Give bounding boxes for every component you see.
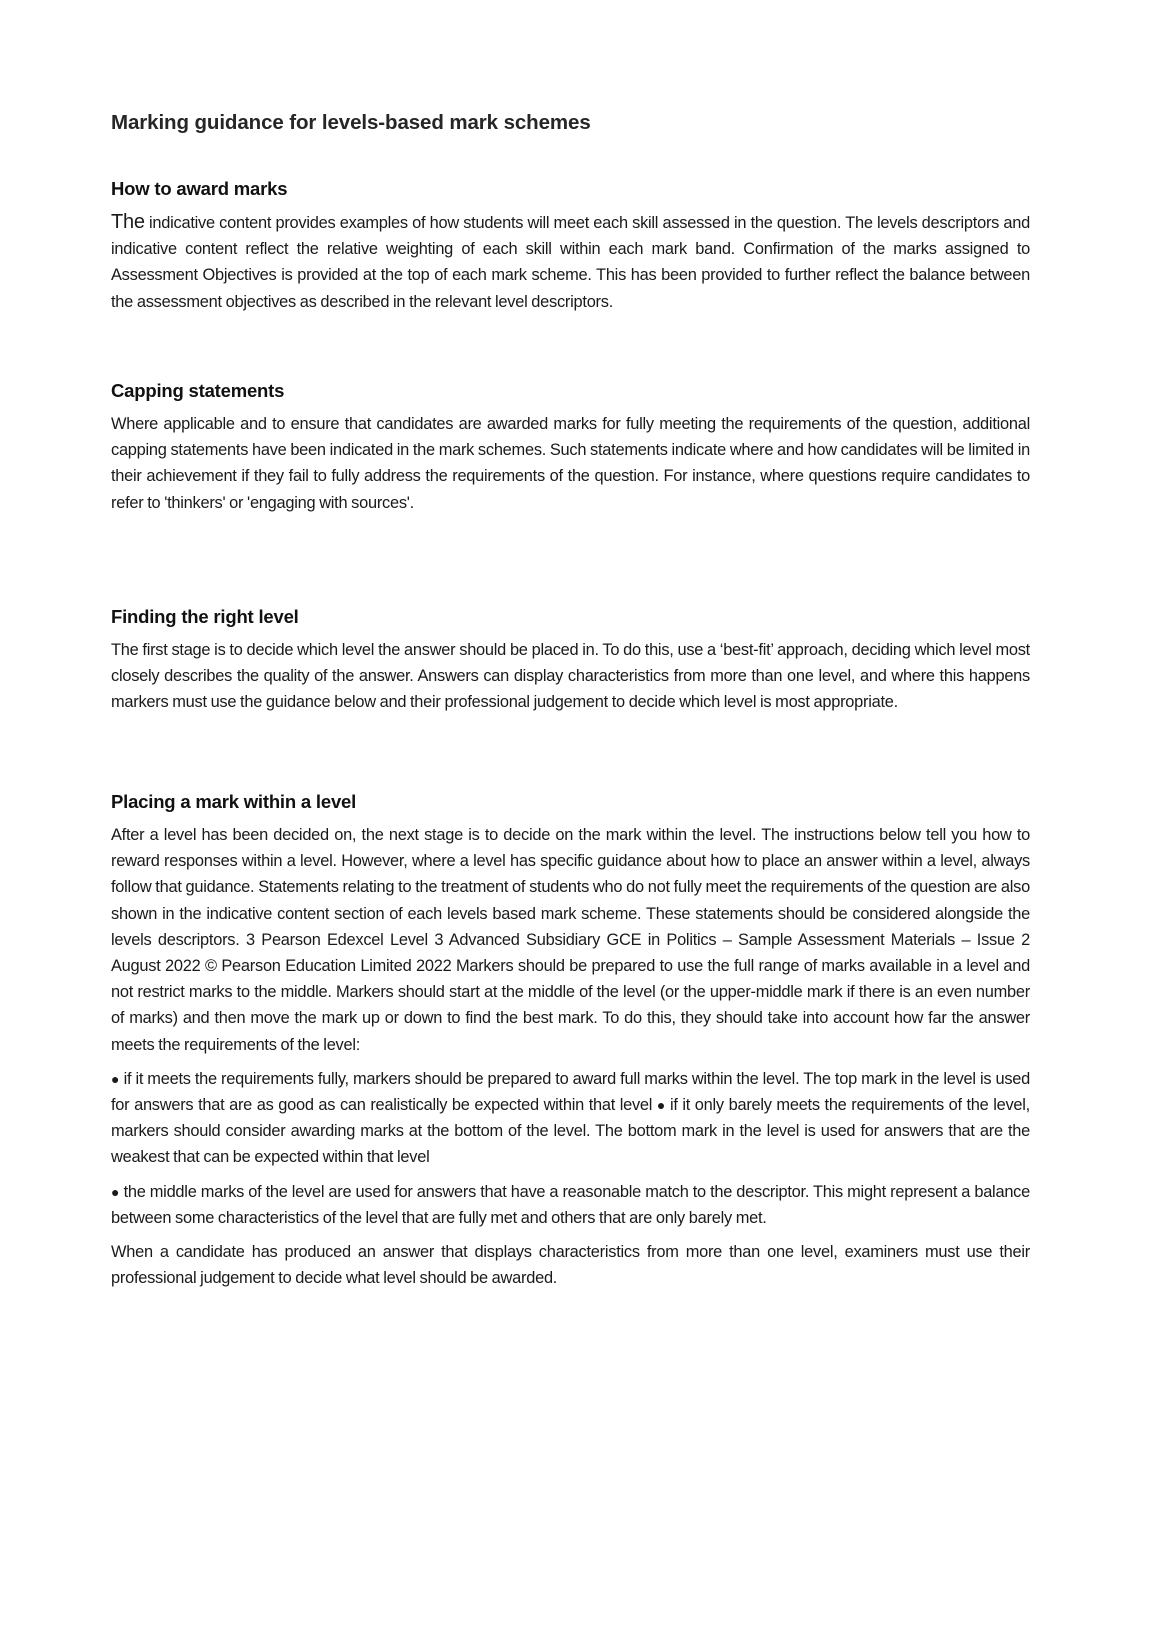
section-paragraph: The first stage is to decide which level the answer should be placed in. To do this, use a ‘best-fit’ approach, deciding which level most closely describes the quality of the answer. Answers can display characteristics from more than one level, and where this happens markers must use the guidance below and their professional judgement to decide which level is most appropriate. bbox=[111, 641, 1030, 712]
section-placing-a-mark-within-a-level bbox=[111, 790, 1030, 1299]
closing-paragraph: When a candidate has produced an answer that displays characteristics from more than one level, examiners must use their professional judgement to decide what level should be awarded. bbox=[111, 1243, 1030, 1288]
section-paragraph bbox=[111, 209, 1030, 315]
bullet-icon: ● bbox=[111, 1183, 120, 1200]
bullet-text: if it only barely meets the requirements of the level, markers should consider awarding marks at the bottom of the level. The bottom mark in the level is used for answers that are the weakest that can be expected within that level bbox=[111, 1096, 1030, 1167]
bullet-icon: ● bbox=[111, 1070, 120, 1087]
section-finding-the-right-level bbox=[111, 605, 1030, 724]
paragraph-text: indicative content provides examples of how students will meet each skill assessed in the question. The levels descriptors and indicative content reflect the relative weighting of each skill within each mark band. Confirmation of the marks assigned to Assessment Objectives is provided at the top of each mark scheme. This has been provided to further reflect the balance between the assessment objectives as described in the relevant level descriptors. bbox=[111, 214, 1030, 311]
section-heading: Placing a mark within a level bbox=[111, 791, 357, 812]
section-heading: How to award marks bbox=[111, 178, 288, 199]
section-capping-statements bbox=[111, 379, 1030, 524]
bullet-text: the middle marks of the level are used for answers that have a reasonable match to the descriptor. This might represent a balance between some characteristics of the level that are fully met and others that are only barely met. bbox=[111, 1182, 1030, 1227]
document-title: Marking guidance for levels-based mark schemes bbox=[111, 111, 591, 134]
bullet-middle-marks bbox=[111, 1179, 1030, 1231]
paragraph-lead-word: The bbox=[111, 211, 145, 233]
section-paragraph: After a level has been decided on, the next stage is to decide on the mark within the level. The instructions below tell you how to reward responses within a level. However, where a level has specific guidance about how to place an answer within a level, always follow that guidance. Statements relating to the treatment of students who do not fully meet the requirements of the question are also shown in the indicative content section of each levels based mark scheme. These statements should be considered alongside the levels descriptors. 3 Pearson Edexcel Level 3 Advanced Subsidiary GCE in Politics – Sample Assessment Materials – Issue 2 August 2022 © Pearson Education Limited 2022 Markers should be prepared to use the full range of marks available in a level and not restrict marks to the middle. Markers should start at the middle of the level (or the upper-middle mark if there is an even number of marks) and then move the mark up or down to find the best mark. To do this, they should take into account how far the answer meets the requirements of the level: bbox=[111, 826, 1030, 1054]
section-paragraph: Where applicable and to ensure that candidates are awarded marks for fully meeting the requirements of the question, additional capping statements have been indicated in the mark schemes. Such statements indicate where and how candidates will be limited in their achievement if they fail to fully address the requirements of the question. For instance, where questions require candidates to refer to 'thinkers' or 'engaging with sources'. bbox=[111, 415, 1030, 512]
section-how-to-award-marks bbox=[111, 177, 1030, 323]
section-heading: Finding the right level bbox=[111, 606, 299, 627]
bullet-icon: ● bbox=[656, 1097, 667, 1114]
bullet-text: if it meets the requirements fully, markers should be prepared to award full marks within the level. The top mark in the level is used for answers that are as good as can realistically be expected within that level bbox=[111, 1069, 1030, 1115]
bullet-group-full-and-barely bbox=[111, 1066, 1030, 1171]
section-heading: Capping statements bbox=[111, 380, 285, 401]
